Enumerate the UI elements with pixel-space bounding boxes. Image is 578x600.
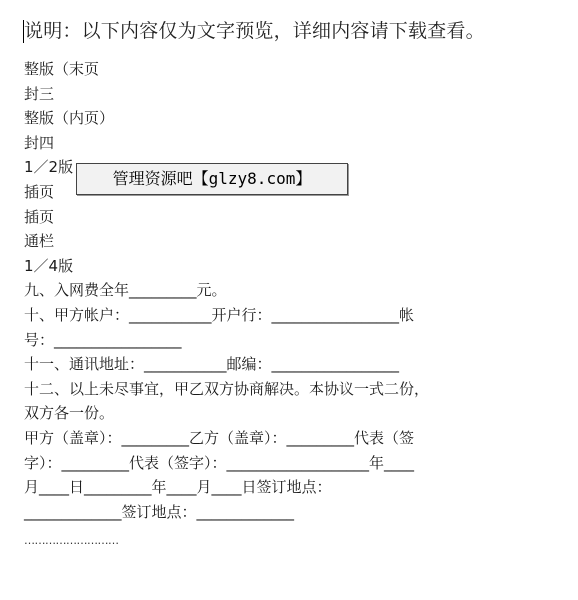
doc-line: 十、甲方帐户：___________开户行：_________________帐 (24, 305, 415, 324)
doc-line: 月____日_________年____月____日签订地点： (24, 478, 332, 497)
document-body (24, 57, 544, 524)
doc-line: 十二、以上未尽事宜，甲乙双方协商解决。本协议一式二份， (24, 379, 430, 398)
doc-line: 十一、通讯地址：___________邮编：_________________ (24, 355, 400, 374)
doc-line: 插页 (24, 207, 55, 226)
doc-line: 双方各一份。 (24, 404, 115, 423)
doc-line: _____________签订地点：_____________ (24, 502, 295, 521)
doc-line: 整版（内页） (24, 109, 115, 128)
doc-line: 插页 (24, 182, 55, 201)
doc-line: 1／2版 (24, 158, 74, 177)
doc-line: 封四 (24, 133, 55, 152)
doc-line: 九、入网费全年_________元。 (24, 281, 227, 300)
trailing-dots: ……………………… (24, 534, 119, 547)
doc-line: 甲方（盖章）：_________乙方（盖章）：_________代表（签 (24, 428, 415, 447)
doc-line: 字）：_________代表（签字）：___________________年____ (24, 453, 415, 472)
watermark-banner: 管理资源吧【glzy8.com】 (76, 163, 348, 195)
doc-line: 封三 (24, 84, 55, 103)
doc-line: 通栏 (24, 232, 55, 251)
doc-line: 号：_________________ (24, 330, 182, 349)
doc-line: 整版（末页 (24, 60, 100, 78)
doc-line: 1／4版 (24, 256, 74, 275)
preview-notice: 说明：以下内容仅为文字预览，详细内容请下载查看。 (24, 20, 485, 42)
